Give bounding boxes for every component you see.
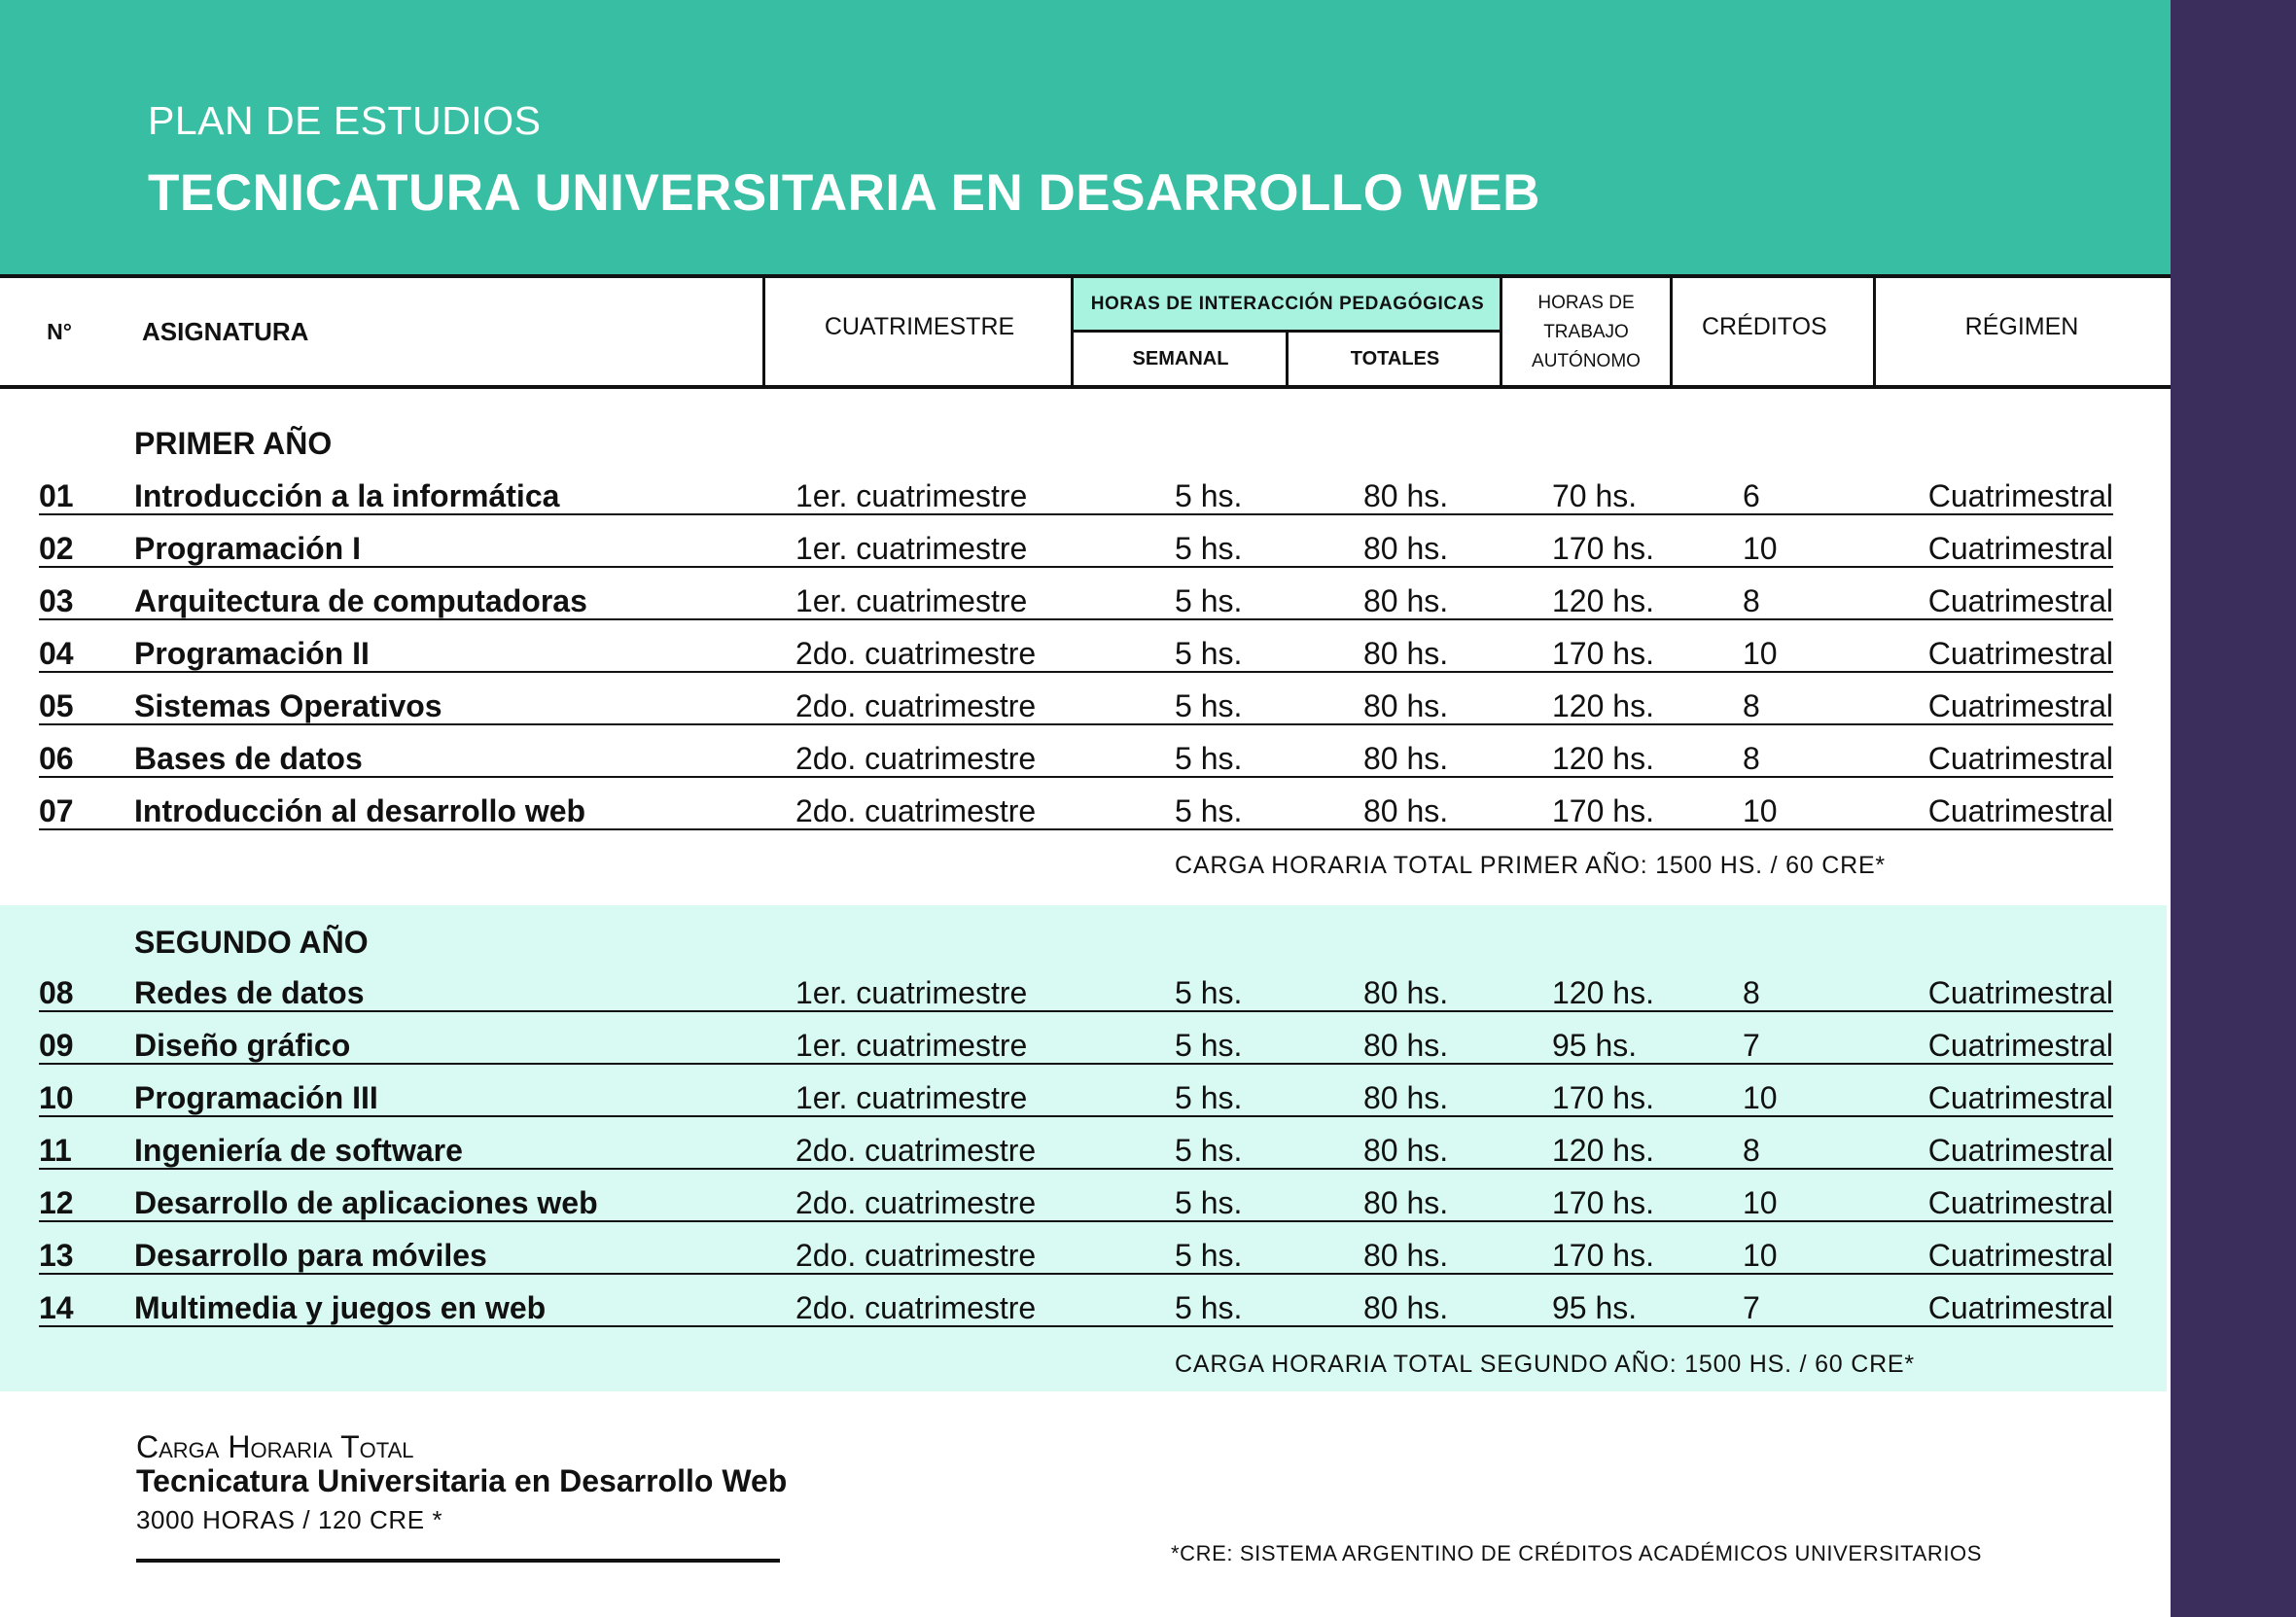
- table-row: [39, 1222, 2113, 1275]
- row-number: 12: [39, 1185, 74, 1220]
- footer-program: Tecnicatura Universitaria en Desarrollo Web: [136, 1463, 788, 1498]
- row-number: 11: [39, 1133, 72, 1168]
- course-totales: 80 hs.: [1363, 975, 1449, 1010]
- course-name: Multimedia y juegos en web: [134, 1290, 547, 1325]
- course-totales: 80 hs.: [1363, 1238, 1449, 1273]
- row-number: 13: [39, 1238, 74, 1273]
- course-totales: 80 hs.: [1363, 1290, 1449, 1325]
- course-semanal: 5 hs.: [1175, 793, 1243, 828]
- course-regimen: Cuatrimestral: [1927, 478, 2113, 513]
- course-autonomo: 70 hs.: [1552, 478, 1638, 513]
- course-totales: 80 hs.: [1363, 583, 1449, 618]
- course-autonomo: 170 hs.: [1552, 636, 1654, 671]
- course-autonomo: 120 hs.: [1552, 741, 1654, 776]
- course-name: Desarrollo para móviles: [134, 1238, 487, 1273]
- course-name: Programación I: [134, 531, 361, 566]
- course-regimen: Cuatrimestral: [1927, 688, 2113, 723]
- row-number: 10: [39, 1080, 74, 1115]
- course-cuatrimestre: 1er. cuatrimestre: [795, 583, 1028, 618]
- table-row: [39, 568, 2113, 620]
- course-creditos: 10: [1743, 793, 1778, 828]
- table-row: [39, 1275, 2113, 1327]
- col-asignatura-header: ASIGNATURA: [142, 316, 309, 346]
- year2-total: CARGA HORARIA TOTAL SEGUNDO AÑO: 1500 HS. / 60 CRE*: [1175, 1351, 1915, 1378]
- course-name: Programación III: [134, 1080, 378, 1115]
- year2-title: SEGUNDO AÑO: [134, 925, 369, 960]
- page-title: TECNICATURA UNIVERSITARIA EN DESARROLLO WEB: [148, 164, 1540, 222]
- course-name: Diseño gráfico: [134, 1028, 351, 1063]
- course-semanal: 5 hs.: [1175, 1028, 1243, 1063]
- table-row: [39, 463, 2113, 515]
- course-cuatrimestre: 1er. cuatrimestre: [795, 1080, 1028, 1115]
- course-autonomo: 170 hs.: [1552, 1080, 1654, 1115]
- course-name: Desarrollo de aplicaciones web: [134, 1185, 598, 1220]
- course-semanal: 5 hs.: [1175, 1080, 1243, 1115]
- course-totales: 80 hs.: [1363, 478, 1449, 513]
- course-semanal: 5 hs.: [1175, 1185, 1243, 1220]
- course-semanal: 5 hs.: [1175, 478, 1243, 513]
- course-creditos: 8: [1743, 583, 1760, 618]
- course-cuatrimestre: 2do. cuatrimestre: [795, 793, 1037, 828]
- course-creditos: 10: [1743, 1238, 1778, 1273]
- course-autonomo: 170 hs.: [1552, 793, 1654, 828]
- row-number: 05: [39, 688, 74, 723]
- year1-total: CARGA HORARIA TOTAL PRIMER AÑO: 1500 HS. / 60 CRE*: [1175, 852, 1886, 879]
- course-creditos: 10: [1743, 531, 1778, 566]
- course-name: Programación II: [134, 636, 370, 671]
- course-totales: 80 hs.: [1363, 741, 1449, 776]
- course-creditos: 8: [1743, 975, 1760, 1010]
- course-regimen: Cuatrimestral: [1927, 636, 2113, 671]
- course-autonomo: 95 hs.: [1552, 1028, 1638, 1063]
- footer-label: Carga Horaria Total: [136, 1429, 414, 1464]
- table-row: [39, 620, 2113, 673]
- row-number: 07: [39, 793, 74, 828]
- table-row: [39, 515, 2113, 568]
- col-autonomo-header-1: HORAS DE: [1537, 293, 1635, 313]
- col-creditos-header: CRÉDITOS: [1702, 312, 1827, 340]
- course-autonomo: 95 hs.: [1552, 1290, 1638, 1325]
- course-regimen: Cuatrimestral: [1927, 1238, 2113, 1273]
- course-totales: 80 hs.: [1363, 1028, 1449, 1063]
- course-totales: 80 hs.: [1363, 636, 1449, 671]
- course-creditos: 10: [1743, 1185, 1778, 1220]
- course-creditos: 8: [1743, 688, 1760, 723]
- col-autonomo-header-3: AUTÓNOMO: [1532, 351, 1641, 371]
- col-regimen-header: RÉGIMEN: [1964, 312, 2079, 340]
- course-regimen: Cuatrimestral: [1927, 1080, 2113, 1115]
- course-regimen: Cuatrimestral: [1927, 1185, 2113, 1220]
- row-number: 02: [39, 531, 74, 566]
- course-autonomo: 170 hs.: [1552, 1238, 1654, 1273]
- row-number: 14: [39, 1290, 74, 1325]
- course-semanal: 5 hs.: [1175, 688, 1243, 723]
- course-autonomo: 120 hs.: [1552, 975, 1654, 1010]
- course-totales: 80 hs.: [1363, 793, 1449, 828]
- course-totales: 80 hs.: [1363, 688, 1449, 723]
- footer-hours: 3000 HORAS / 120 CRE *: [136, 1505, 443, 1534]
- course-semanal: 5 hs.: [1175, 531, 1243, 566]
- course-totales: 80 hs.: [1363, 1133, 1449, 1168]
- course-creditos: 7: [1743, 1290, 1760, 1325]
- course-semanal: 5 hs.: [1175, 1290, 1243, 1325]
- course-regimen: Cuatrimestral: [1927, 793, 2113, 828]
- table-row: [39, 725, 2113, 778]
- row-number: 04: [39, 636, 74, 671]
- course-name: Introducción al desarrollo web: [134, 793, 586, 828]
- course-creditos: 10: [1743, 636, 1778, 671]
- col-cuatrimestre-header: CUATRIMESTRE: [824, 312, 1015, 340]
- table-row: [39, 1170, 2113, 1222]
- course-creditos: 6: [1743, 478, 1760, 513]
- col-autonomo-header-2: TRABAJO: [1543, 322, 1629, 342]
- course-name: Sistemas Operativos: [134, 688, 442, 723]
- course-semanal: 5 hs.: [1175, 741, 1243, 776]
- course-creditos: 8: [1743, 741, 1760, 776]
- course-autonomo: 170 hs.: [1552, 1185, 1654, 1220]
- course-name: Redes de datos: [134, 975, 365, 1010]
- row-number: 01: [39, 478, 74, 513]
- course-regimen: Cuatrimestral: [1927, 975, 2113, 1010]
- course-autonomo: 170 hs.: [1552, 531, 1654, 566]
- row-number: 08: [39, 975, 74, 1010]
- header-band: [0, 0, 2171, 274]
- course-totales: 80 hs.: [1363, 531, 1449, 566]
- col-num-header: N°: [47, 318, 72, 344]
- course-cuatrimestre: 1er. cuatrimestre: [795, 975, 1028, 1010]
- course-totales: 80 hs.: [1363, 1185, 1449, 1220]
- course-semanal: 5 hs.: [1175, 1238, 1243, 1273]
- course-cuatrimestre: 2do. cuatrimestre: [795, 636, 1037, 671]
- course-creditos: 8: [1743, 1133, 1760, 1168]
- footer-rule: [136, 1559, 780, 1563]
- course-name: Ingeniería de software: [134, 1133, 463, 1168]
- page-kicker: PLAN DE ESTUDIOS: [148, 98, 542, 143]
- course-semanal: 5 hs.: [1175, 583, 1243, 618]
- course-creditos: 7: [1743, 1028, 1760, 1063]
- table-header: [0, 274, 2171, 389]
- course-cuatrimestre: 1er. cuatrimestre: [795, 1028, 1028, 1063]
- course-regimen: Cuatrimestral: [1927, 1133, 2113, 1168]
- course-semanal: 5 hs.: [1175, 636, 1243, 671]
- course-creditos: 10: [1743, 1080, 1778, 1115]
- table-row: [39, 778, 2113, 830]
- course-semanal: 5 hs.: [1175, 975, 1243, 1010]
- table-row: [39, 960, 2113, 1012]
- col-totales-header: TOTALES: [1350, 347, 1440, 369]
- course-regimen: Cuatrimestral: [1927, 741, 2113, 776]
- course-name: Introducción a la informática: [134, 478, 560, 513]
- course-name: Bases de datos: [134, 741, 363, 776]
- course-cuatrimestre: 1er. cuatrimestre: [795, 478, 1028, 513]
- col-semanal-header: SEMANAL: [1132, 347, 1229, 369]
- year1-title: PRIMER AÑO: [134, 426, 333, 461]
- course-name: Arquitectura de computadoras: [134, 583, 587, 618]
- row-number: 03: [39, 583, 74, 618]
- course-cuatrimestre: 2do. cuatrimestre: [795, 1290, 1037, 1325]
- course-regimen: Cuatrimestral: [1927, 583, 2113, 618]
- col-interaccion-header: HORAS DE INTERACCIÓN PEDAGÓGICAS: [1074, 278, 1501, 333]
- course-cuatrimestre: 2do. cuatrimestre: [795, 1185, 1037, 1220]
- table-row: [39, 1065, 2113, 1117]
- course-cuatrimestre: 2do. cuatrimestre: [795, 688, 1037, 723]
- course-regimen: Cuatrimestral: [1927, 1290, 2113, 1325]
- side-band: [2171, 0, 2296, 1617]
- row-number: 09: [39, 1028, 74, 1063]
- table-row: [39, 673, 2113, 725]
- footer-note: *CRE: SISTEMA ARGENTINO DE CRÉDITOS ACADÉMICOS UNIVERSITARIOS: [1171, 1541, 1983, 1565]
- course-cuatrimestre: 1er. cuatrimestre: [795, 531, 1028, 566]
- course-regimen: Cuatrimestral: [1927, 1028, 2113, 1063]
- course-semanal: 5 hs.: [1175, 1133, 1243, 1168]
- table-row: [39, 1117, 2113, 1170]
- course-autonomo: 120 hs.: [1552, 688, 1654, 723]
- course-totales: 80 hs.: [1363, 1080, 1449, 1115]
- course-autonomo: 120 hs.: [1552, 1133, 1654, 1168]
- row-number: 06: [39, 741, 74, 776]
- course-autonomo: 120 hs.: [1552, 583, 1654, 618]
- course-cuatrimestre: 2do. cuatrimestre: [795, 1238, 1037, 1273]
- table-row: [39, 1012, 2113, 1065]
- course-regimen: Cuatrimestral: [1927, 531, 2113, 566]
- course-cuatrimestre: 2do. cuatrimestre: [795, 741, 1037, 776]
- course-cuatrimestre: 2do. cuatrimestre: [795, 1133, 1037, 1168]
